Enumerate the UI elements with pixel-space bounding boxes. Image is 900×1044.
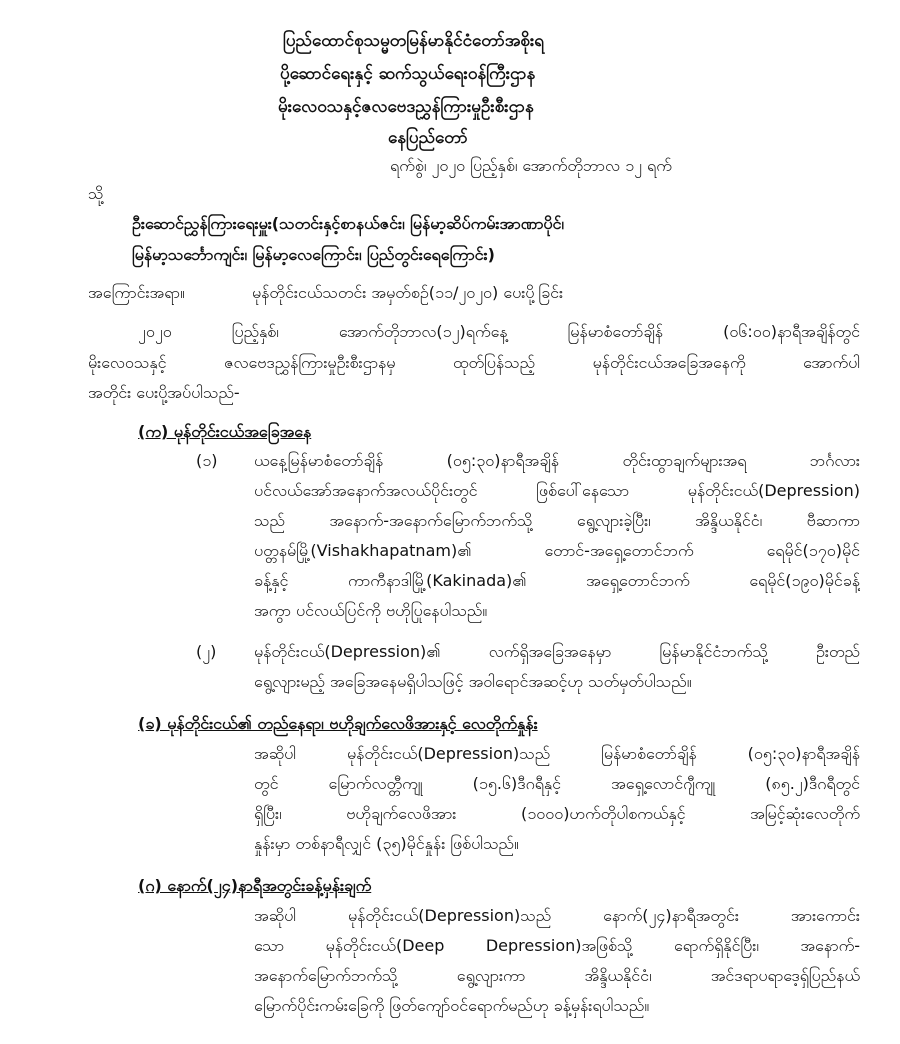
section-ka-item-2-number: (၂)	[196, 642, 217, 661]
section-ka-item-1-line-4: ပတ္တနမ်မြို့(Vishakhapatnam)၏ တောင်-အရှေ့တောင်ဘက် ရေမိုင်(၁၇၀)မိုင်	[254, 541, 860, 560]
section-ka-item-1-line-5: ခန့်နှင့် ကာကီနာဒါမြို့(Kakinada)၏ အရှေ့တောင်ဘက် ရေမိုင်(၁၉၀)မိုင်ခန့်	[254, 571, 860, 590]
section-ka-item-1-line-6: အကွာ ပင်လယ်ပြင်ကို ဗဟိုပြုနေပါသည်။	[254, 601, 488, 620]
recipient-line-2: မြန်မာ့သင်္ဘောကျင်း၊ မြန်မာ့လေကြောင်း၊ ပြည်တွင်းရေကြောင်း)	[132, 245, 495, 264]
recipient-to: သို့	[88, 184, 104, 203]
header-city: နေပြည်တော်	[388, 128, 468, 148]
header-department: မိုးလေဝသနှင့်ဇလဗေဒညွှန်ကြားမှုဦးစီးဌာန	[278, 97, 534, 117]
section-ka-item-1-line-3: သည် အနောက်-အနောက်မြောက်ဘက်သို့ ရွေ့လျားခဲ့ပြီး၊ အိန္ဒိယနိုင်ငံ၊ ဗီဆာကာ	[254, 511, 860, 530]
section-ka-item-2-line-2: ရွေ့လျားမည့် အခြေအနေမရှိပါသဖြင့် အဝါရောင်အဆင့်ဟု သတ်မှတ်ပါသည်။	[254, 672, 692, 691]
header-government: ပြည်ထောင်စုသမ္မတမြန်မာနိုင်ငံတော်အစိုးရ	[283, 31, 545, 51]
section-kha-line-1: အဆိုပါ မုန်တိုင်းငယ်(Depression)သည် မြန်မာစံတော်ချိန် (၀၅:၃၀)နာရီအချိန်	[254, 744, 860, 763]
section-ka-item-2-line-1: မုန်တိုင်းငယ်(Depression)၏ လက်ရှိအခြေအနေမှာ မြန်မာနိုင်ငံဘက်သို့ ဦးတည်	[254, 642, 860, 661]
section-ka-item-1-line-2: ပင်လယ်အော်အနောက်အလယ်ပိုင်းတွင် ဖြစ်ပေါ်နေသော မုန်တိုင်းငယ်(Depression)	[254, 481, 860, 500]
intro-line-2: မိုးလေဝသနှင့် ဇလဗေဒညွှန်ကြားမှုဦးစီးဌာနမှ ထုတ်ပြန်သည့် မုန်တိုင်းငယ်အခြေအနေကို အောက်ပါ	[88, 353, 860, 372]
section-kha-line-3: ရှိပြီး၊ ဗဟိုချက်လေဖိအား (၁၀၀၀)ဟက်တိုပါစကယ်နှင့် အမြင့်ဆုံးလေတိုက်	[254, 804, 860, 823]
section-kha-heading: (ခ) မုန်တိုင်းငယ်၏ တည်နေရာ၊ ဗဟိုချက်လေဖိအားနှင့် လေတိုက်နှုန်း	[138, 714, 538, 733]
header-ministry: ပို့ဆောင်ရေးနှင့် ဆက်သွယ်ရေးဝန်ကြီးဌာန	[280, 64, 536, 84]
subject-text: မုန်တိုင်းငယ်သတင်း အမှတ်စဉ်(၁၁/၂၀၂၀) ပေးပို့ခြင်း	[252, 283, 564, 302]
section-ga-line-4: မြောက်ပိုင်းကမ်းခြေကို ဖြတ်ကျော်ဝင်ရောက်မည်ဟု ခန့်မှန်းရပါသည်။	[254, 996, 650, 1015]
section-kha-line-4: နှုန်းမှာ တစ်နာရီလျှင် (၃၅)မိုင်နှုန်း ဖြစ်ပါသည်။	[254, 834, 519, 853]
intro-line-3: အတိုင်း ပေးပို့အပ်ပါသည်-	[88, 383, 240, 402]
section-ga-line-3: အနောက်မြောက်ဘက်သို့ ရွေ့လျားကာ အိန္ဒိယနိုင်ငံ၊ အင်ဒရာပရာဒေ့ရှ်ပြည်နယ်	[254, 966, 860, 985]
section-ga-line-1: အဆိုပါ မုန်တိုင်းငယ်(Depression)သည် နောက်(၂၄)နာရီအတွင်း အားကောင်း	[254, 906, 860, 925]
section-ka-heading: (က) မုန်တိုင်းငယ်အခြေအနေ	[138, 422, 312, 441]
section-kha-line-2: တွင် မြောက်လတ္တီကျု (၁၅.၆)ဒီဂရီနှင့် အရှေ့လောင်ဂျီကျု (၈၅.၂)ဒီဂရီတွင်	[254, 774, 860, 793]
section-ga-line-2: သော မုန်တိုင်းငယ်(Deep Depression)အဖြစ်သို့ ရောက်ရှိနိုင်ပြီး၊ အနောက်-	[254, 936, 860, 955]
section-ka-item-1-number: (၁)	[196, 451, 218, 470]
subject-label: အကြောင်းအရာ။	[88, 283, 185, 302]
section-ga-heading: (ဂ) နောက်(၂၄)နာရီအတွင်းခန့်မှန်းချက်	[138, 876, 372, 895]
intro-line-1: ၂၀၂၀ ပြည့်နှစ်၊ အောက်တိုဘာလ(၁၂)ရက်နေ့ မြန်မာစံတော်ချိန် (၀၆:၀၀)နာရီအချိန်တွင်	[138, 322, 860, 341]
section-ka-item-1-line-1: ယနေ့မြန်မာစံတော်ချိန် (၀၅:၃၀)နာရီအချိန် တိုင်းထွာချက်များအရ ဘင်္ဂလား	[254, 451, 860, 470]
recipient-line-1: ဦးဆောင်ညွှန်ကြားရေးမှူး(သတင်းနှင့်စာနယ်ဇင်း၊ မြန်မာ့ဆိပ်ကမ်းအာဏာပိုင်၊	[132, 214, 564, 233]
document-date: ရက်စွဲ၊ ၂၀၂၀ ပြည့်နှစ်၊ အောက်တိုဘာလ ၁၂ ရက်	[390, 156, 672, 175]
